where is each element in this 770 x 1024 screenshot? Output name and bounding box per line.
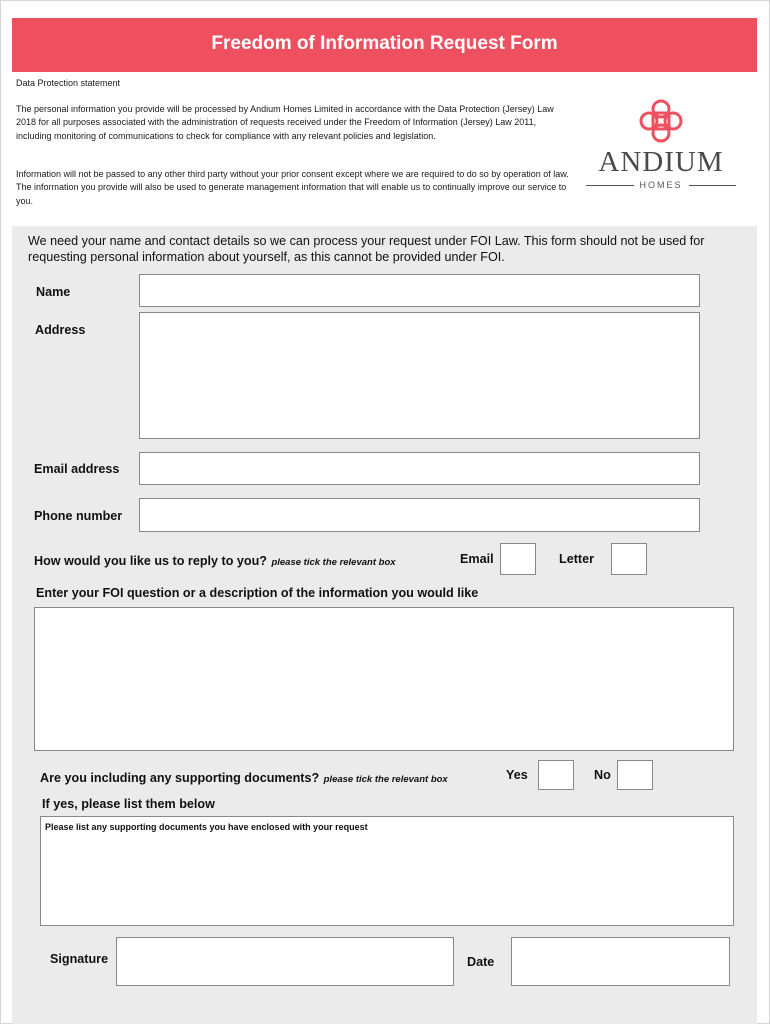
logo-rule-left bbox=[586, 185, 634, 186]
supporting-no-label: No bbox=[594, 768, 611, 782]
email-label: Email address bbox=[34, 462, 120, 476]
date-field[interactable] bbox=[511, 937, 730, 986]
form-title: Freedom of Information Request Form bbox=[211, 33, 558, 54]
reply-email-checkbox[interactable] bbox=[500, 543, 536, 575]
andium-logo bbox=[586, 98, 736, 193]
logo-subtitle bbox=[586, 179, 736, 191]
reply-question bbox=[34, 552, 396, 570]
form-intro: We need your name and contact details so we can process your request under FOI Law. This form should not be used for requesting personal information about yourself, as this cannot be provided under FOI. bbox=[28, 234, 705, 264]
reply-email-label: Email bbox=[460, 552, 494, 566]
foi-question-field[interactable] bbox=[34, 607, 734, 751]
address-label: Address bbox=[35, 323, 86, 337]
name-label: Name bbox=[36, 285, 71, 299]
data-protection-paragraph-2: Information will not be passed to any other third party without your prior consent except where we are required to do so by operation of law. The information you provide will also be used to generate management information that will enable us to continually improve our service to you. bbox=[16, 169, 569, 206]
supporting-documents-field[interactable] bbox=[40, 816, 734, 926]
email-field[interactable] bbox=[139, 452, 700, 485]
supporting-question-text: Are you including any supporting documents? bbox=[40, 771, 320, 785]
andium-knot-icon bbox=[638, 98, 684, 144]
reply-hint: please tick the relevant box bbox=[271, 557, 396, 568]
supporting-documents-hint: Please list any supporting documents you have enclosed with your request bbox=[45, 822, 368, 832]
reply-letter-checkbox[interactable] bbox=[611, 543, 647, 575]
supporting-question bbox=[40, 769, 448, 787]
data-protection-paragraph-1: The personal information you provide will be processed by Andium Homes Limited in accordance with the Data Protection (Jersey) Law 2018 for all purposes associated with the administration of requests received under the Freedom of Information (Jersey) Law 2011, including monitoring of communications to check for compliance with any relevant policies and legislation. bbox=[16, 104, 554, 141]
name-field[interactable] bbox=[139, 274, 700, 307]
foi-question-label: Enter your FOI question or a description of the information you would like bbox=[36, 586, 479, 600]
supporting-yes-label: Yes bbox=[506, 768, 528, 782]
reply-question-text: How would you like us to reply to you? bbox=[34, 554, 267, 568]
data-protection-title: Data Protection statement bbox=[16, 78, 121, 88]
phone-label: Phone number bbox=[34, 509, 123, 523]
supporting-yes-checkbox[interactable] bbox=[538, 760, 574, 790]
logo-name: ANDIUM bbox=[598, 146, 724, 178]
supporting-no-checkbox[interactable] bbox=[617, 760, 653, 790]
form-header bbox=[12, 18, 757, 72]
logo-homes-text: HOMES bbox=[639, 180, 683, 190]
if-yes-label: If yes, please list them below bbox=[42, 797, 215, 811]
signature-field[interactable] bbox=[116, 937, 454, 986]
logo-rule-right bbox=[689, 185, 737, 186]
address-field[interactable] bbox=[139, 312, 700, 439]
reply-letter-label: Letter bbox=[559, 552, 594, 566]
phone-field[interactable] bbox=[139, 498, 700, 532]
signature-label: Signature bbox=[50, 952, 109, 966]
date-label: Date bbox=[467, 955, 495, 969]
supporting-hint: please tick the relevant box bbox=[323, 774, 448, 785]
